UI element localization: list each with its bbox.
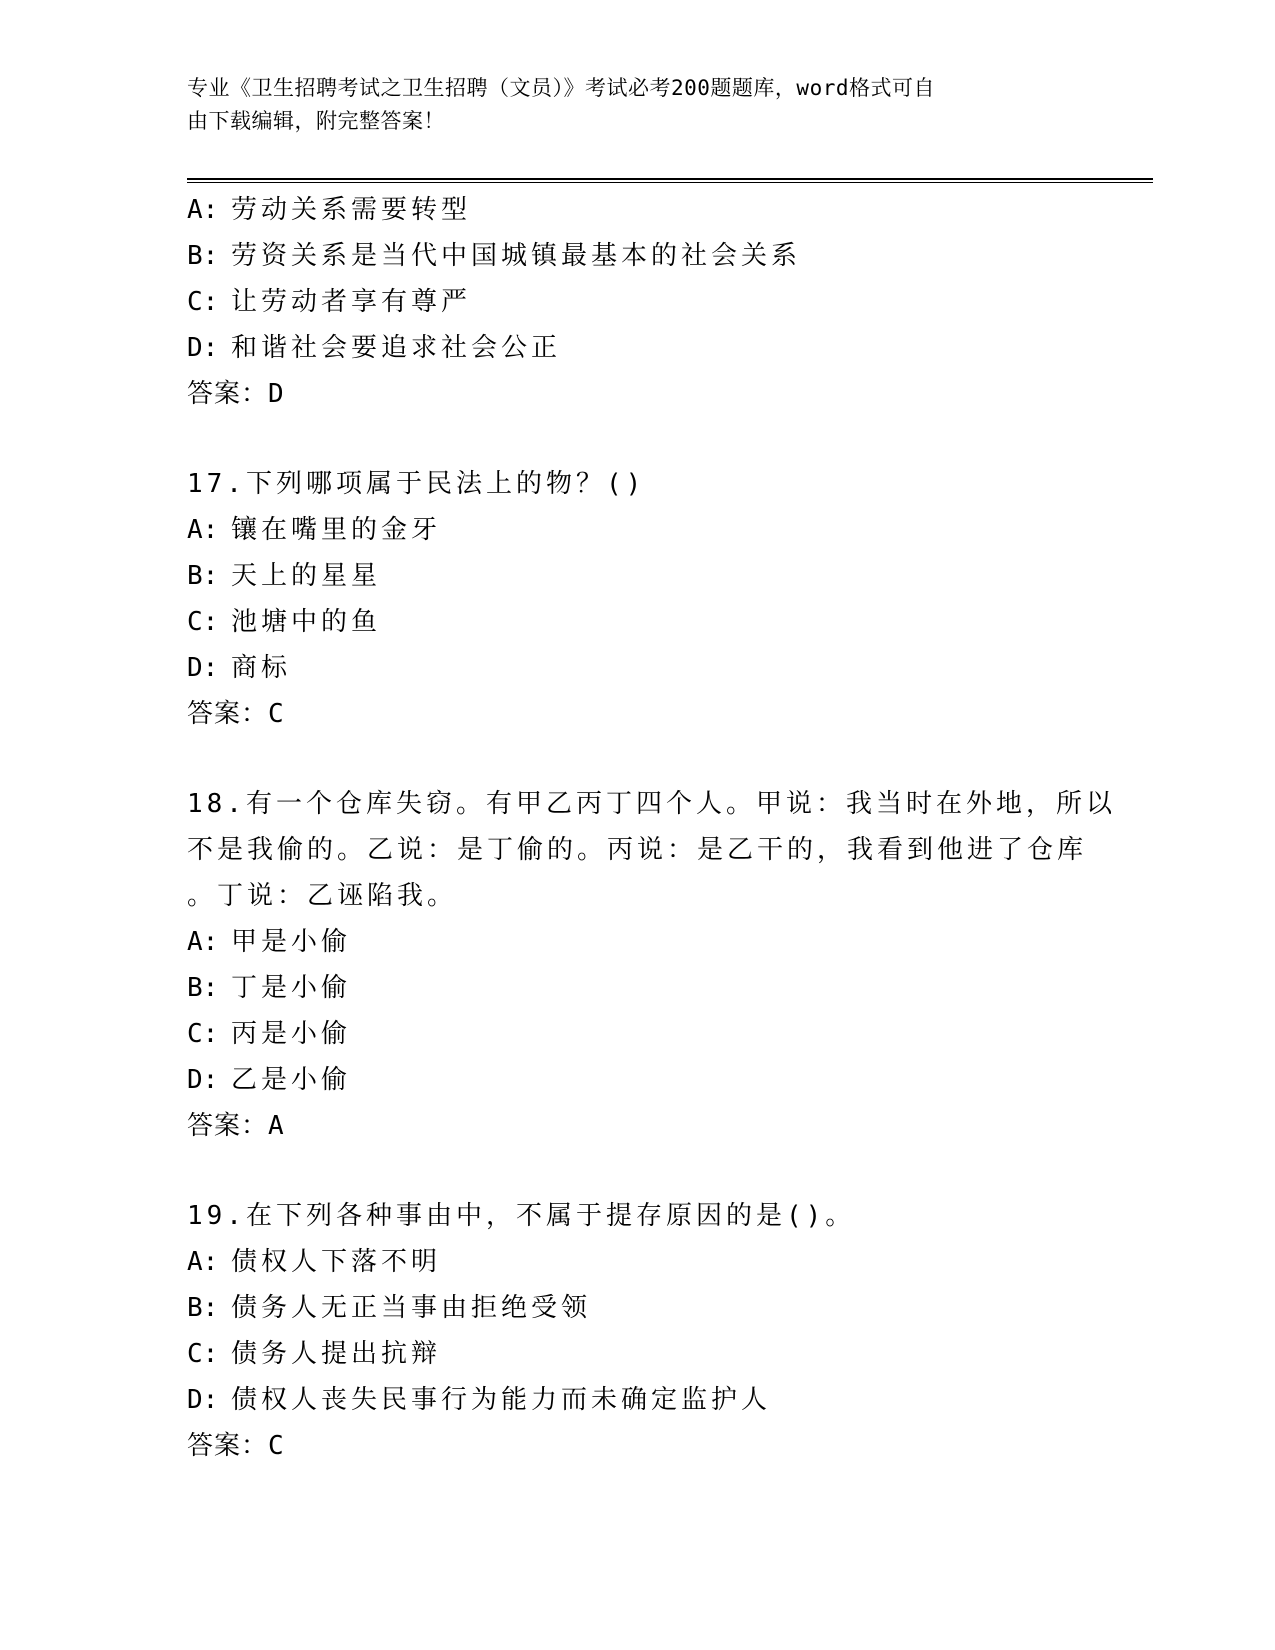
option-text: 劳动关系需要转型 xyxy=(231,195,472,225)
option-text: 让劳动者享有尊严 xyxy=(231,287,472,317)
option-key: A: xyxy=(187,927,219,957)
option-text: 镶在嘴里的金牙 xyxy=(231,515,442,545)
option-d xyxy=(187,645,1087,691)
option-text: 债权人丧失民事行为能力而未确定监护人 xyxy=(231,1385,772,1415)
option-text: 债务人提出抗辩 xyxy=(231,1339,442,1369)
answer-line: 答案：C xyxy=(187,1431,285,1461)
prev-question xyxy=(187,187,1087,417)
question-18 xyxy=(187,781,1116,1149)
option-text: 劳资关系是当代中国城镇最基本的社会关系 xyxy=(231,241,802,271)
option-text: 丙是小偷 xyxy=(231,1019,352,1049)
option-text: 债权人下落不明 xyxy=(231,1247,442,1277)
option-key: C: xyxy=(187,1019,219,1049)
option-c xyxy=(187,599,1087,645)
option-a xyxy=(187,507,1087,553)
option-c xyxy=(187,1331,1087,1377)
option-text: 池塘中的鱼 xyxy=(231,607,382,637)
spacer xyxy=(187,417,1087,461)
answer-line: 答案：D xyxy=(187,379,285,409)
question-content xyxy=(187,187,1116,1469)
option-a xyxy=(187,919,1087,965)
option-b xyxy=(187,1285,1087,1331)
header-line-1: 专业《卫生招聘考试之卫生招聘（文员）》考试必考200题题库，word格式可自 xyxy=(187,76,935,100)
option-key: B: xyxy=(187,1293,219,1323)
question-stem: 19.在下列各种事由中，不属于提存原因的是()。 xyxy=(187,1201,856,1231)
option-d xyxy=(187,325,1087,371)
option-text: 天上的星星 xyxy=(231,561,382,591)
option-key: A: xyxy=(187,515,219,545)
option-key: C: xyxy=(187,607,219,637)
option-key: A: xyxy=(187,195,219,225)
answer-line: 答案：A xyxy=(187,1111,285,1141)
question-stem: 不是我偷的。乙说：是丁偷的。丙说：是乙干的，我看到他进了仓库 xyxy=(187,835,1088,865)
option-key: D: xyxy=(187,653,219,683)
option-key: D: xyxy=(187,333,219,363)
option-text: 甲是小偷 xyxy=(231,927,352,957)
option-c xyxy=(187,1011,1087,1057)
option-a xyxy=(187,187,1087,233)
question-17 xyxy=(187,461,1087,737)
option-key: D: xyxy=(187,1065,219,1095)
question-stem: 17.下列哪项属于民法上的物？() xyxy=(187,469,646,499)
option-d xyxy=(187,1057,1087,1103)
option-key: A: xyxy=(187,1247,219,1277)
option-text: 商标 xyxy=(231,653,292,683)
option-text: 丁是小偷 xyxy=(231,973,352,1003)
option-c xyxy=(187,279,1087,325)
question-19 xyxy=(187,1193,1087,1469)
answer-line: 答案：C xyxy=(187,699,285,729)
question-stem: 18.有一个仓库失窃。有甲乙丙丁四个人。甲说：我当时在外地，所以 xyxy=(187,789,1116,819)
option-key: B: xyxy=(187,973,219,1003)
option-b xyxy=(187,553,1087,599)
spacer xyxy=(187,737,1087,781)
option-key: C: xyxy=(187,287,219,317)
header-divider xyxy=(187,178,1153,183)
option-b xyxy=(187,233,1087,279)
option-text: 和谐社会要追求社会公正 xyxy=(231,333,562,363)
question-stem: 。丁说：乙诬陷我。 xyxy=(187,881,458,911)
option-text: 乙是小偷 xyxy=(231,1065,352,1095)
option-d xyxy=(187,1377,1087,1423)
option-b xyxy=(187,965,1087,1011)
document-header xyxy=(187,72,1067,138)
option-key: B: xyxy=(187,241,219,271)
header-line-2: 由下载编辑，附完整答案！ xyxy=(187,109,445,133)
option-key: C: xyxy=(187,1339,219,1369)
spacer xyxy=(187,1149,1087,1193)
option-a xyxy=(187,1239,1087,1285)
option-key: D: xyxy=(187,1385,219,1415)
option-key: B: xyxy=(187,561,219,591)
option-text: 债务人无正当事由拒绝受领 xyxy=(231,1293,592,1323)
